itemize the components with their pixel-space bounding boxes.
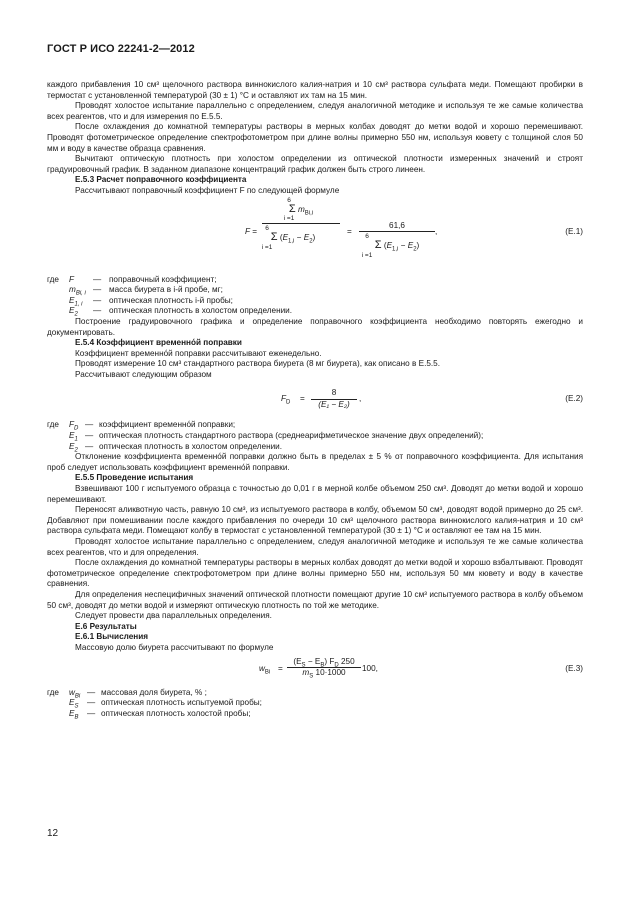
section-heading: Е.6 Результаты [75, 621, 137, 631]
section-heading: Е.5.5 Проведение испытания [75, 473, 194, 483]
paragraph: Коэффициент временно́й поправки рассчитывают еженедельно. [75, 348, 322, 358]
definition-text: поправочный коэффициент; [109, 274, 217, 284]
paragraph: Проводят измерение 10 см³ стандартного раствора биурета (8 мг биурета), как описано в Е.5.5. [75, 359, 441, 369]
paragraph: Рассчитывают следующим образом [75, 369, 212, 379]
fraction-value: 61,6 6 Σ $(E_{1,i} - E_2)$ i =1 [359, 221, 435, 259]
numerator-value: 61,6 [389, 220, 405, 230]
sum-upper: 6 [287, 196, 291, 204]
definition-text: массовая доля биурета, % ; [101, 687, 207, 697]
e2-subscript: 2 [309, 238, 313, 245]
e1-symbol: E [386, 241, 393, 251]
fraction [311, 388, 357, 410]
where-label: где [47, 420, 59, 430]
definition-symbol: $E_{1, i}$ [69, 295, 83, 308]
definition-row: $E_B$ — оптическая плотность холостой пробы; [69, 708, 251, 721]
paragraph: Взвешивают 100 г испытуемого образца с точностью до 0,01 г в мерной колбе объемом 250 см³. Доводят до метки водой и хорошо перемешивают. [47, 484, 583, 504]
definition-text: оптическая плотность холостой пробы; [101, 708, 251, 718]
paragraph: Построение градуировочного графика и определение поправочного коэффициента необходимо повторять ежегодно и документировать. [47, 316, 583, 337]
document-body [47, 80, 583, 719]
definition-text: оптическая плотность стандартного раствора (среднеарифметическое значение двух определений); [99, 431, 484, 441]
definition-symbol: $E_2$ [69, 441, 78, 454]
equation-number: (Е.1) [565, 226, 583, 236]
e1-symbol: E [282, 233, 289, 243]
definition-symbol: F [69, 274, 75, 284]
definition-row: $E_{1, i}$ — оптическая плотность i-й пробы; [69, 295, 233, 308]
definition-text: оптическая плотность i-й пробы; [109, 295, 233, 305]
sum-upper: 6 [365, 233, 369, 241]
fraction-sum: 6 Σ $m_{Bi,i}$ i =1 6 Σ $(E_{1,i} - E_2)$ i =1 [262, 197, 340, 251]
fraction [287, 657, 361, 679]
e2-symbol: E [303, 233, 310, 243]
definitions-list-3 [47, 688, 583, 720]
e1-subscript: 1,i [288, 238, 295, 245]
definition-row: где F — поправочный коэффициент; [47, 274, 217, 284]
numerator: $(E_S - E_B)$ $F_D$ 250 [293, 656, 355, 669]
definition-symbol: $E_S$ [69, 698, 79, 710]
e2-subscript: 2 [413, 246, 417, 253]
formula-e3: $w_{Bi}$ = $(E_S - E_B)$ $F_D$ 250 $m_S$ 10·1000 100, (Е.3) [259, 656, 583, 680]
definition-row: $E_2$ — оптическая плотность в холостом определении. [69, 306, 293, 318]
sigma-symbol: Σ [288, 202, 296, 215]
paragraph: После охлаждения до комнатной температуры растворы в мерных колбах доводят до метки водой и хорошо взбалтывают. Проводят фотометрическое определение спектрофотометром при длине волны примерно 550 нм, используя 50 мм кювету и воду в качестве сравнения. [47, 558, 583, 589]
mass-symbol: m [297, 204, 305, 214]
definition-text: коэффициент временно́й поправки; [99, 420, 236, 430]
definition-symbol: $E_B$ [69, 708, 79, 721]
paragraph: Следует провести два параллельных определения. [75, 611, 272, 621]
equals-sign: = [278, 663, 283, 673]
paragraph: Для определения неспецифичных значений оптической плотности помещают другие 10 см³ испытуемого раствора в колбу объемом 50 см³, доводят до метки водой и измеряют оптическую плотность по той же методике. [47, 589, 583, 610]
paragraph: Переносят аликвотную часть, равную 10 см³, из испытуемого раствора в колбу, объемом 50 см³, доводят водой примерно до 25 см³. Добавляют при помешивании после каждого прибавления по очереди 10 см³ щелочного раствора виннокислого калия-натрия и 10 см³ раствора сульфата меди. Помещают колбу в термостат с установленной температурой (30 ± 1) °С и оставляют ее там на 15 мин. [47, 505, 583, 536]
equals-sign: = [347, 226, 352, 236]
equation-number: (Е.3) [565, 663, 583, 673]
definition-symbol: $E_2$ [69, 306, 78, 318]
equals-sign: = [300, 394, 305, 404]
sigma-symbol: Σ [374, 239, 382, 252]
sum-lower: i =1 [361, 251, 373, 259]
paragraph: После охлаждения до комнатной температуры растворы в мерных колбах доводят до метки водой и хорошо перемешивают. Проводят фотометрическое определение спектрофотометром при длине волны примерно 550 нм, используя кювету с толщиной слоя 50 мм и воду в качестве образца сравнения. [47, 122, 583, 153]
paragraph: Рассчитывают поправочный коэффициент F по следующей формуле [75, 185, 340, 195]
numerator: 8 [331, 388, 337, 398]
definition-row: $E_2$ — оптическая плотность в холостом определении. [69, 441, 283, 454]
definition-row: $m_{Bi, i}$ — масса биурета в i-й пробе, мг; [69, 285, 223, 297]
section-heading: Е.6.1 Вычисления [75, 632, 149, 642]
formula-lhs: F = [245, 226, 257, 236]
definition-text: оптическая плотность в холостом определении. [99, 441, 283, 451]
paragraph: каждого прибавления 10 см³ щелочного раствора виннокислого калия-натрия и 10 см³ раствора сульфата меди. Помещают пробирки в термостат с установленной температурой (30 ± 1) °С и оставляют их там на 15 мин. [47, 80, 583, 100]
equation-number: (Е.2) [565, 394, 583, 404]
fraction-bar [359, 231, 435, 232]
paragraph: Вычитают оптическую плотность при холостом определении из оптической плотности измеренных значений и строят градуировочный график. В заданном диапазоне концентраций график должен быть строго линеен. [47, 154, 583, 174]
denominator: $m_S$ 10·1000 [302, 668, 346, 680]
definition-row: где $w_{Bi}$ — массовая доля биурета, % ; [47, 687, 207, 700]
paragraph: Отклонение коэффициента временно́й поправки должно быть в пределах ± 5 % от поправочного коэффициента. Для испытания проб следует использовать коэффициент временно́й поправки. [47, 452, 583, 472]
formula-lhs: $w_{Bi}$ [259, 663, 271, 676]
definition-row: $E_S$ — оптическая плотность испытуемой пробы; [69, 698, 262, 710]
denominator: (E₁ − E₂) [318, 400, 350, 410]
paragraph: Проводят холостое испытание параллельно с определением, следуя аналогичной методике и используя те же самые количества всех реагентов, что и для определения. [47, 537, 583, 557]
mass-subscript: Bi,i [304, 210, 314, 217]
sum-lower: i =1 [283, 215, 295, 223]
definition-symbol: $w_{Bi}$ [69, 687, 81, 700]
definitions-list-2 [47, 420, 583, 452]
formula-e2: $F_D$ = 8 (E₁ − E₂) , (Е.2) [281, 388, 583, 410]
sum-upper: 6 [265, 225, 269, 233]
where-label: где [47, 274, 59, 284]
definition-row: $E_1$ — оптическая плотность стандартного раствора (среднеарифметическое значение двух определений); [69, 431, 484, 443]
definition-symbol: $E_1$ [69, 431, 78, 443]
definition-symbol: $F_D$ [69, 420, 79, 433]
page-number: 12 [47, 828, 59, 839]
definition-text: масса биурета в i-й пробе, мг; [109, 285, 223, 295]
paragraph: Массовую долю биурета рассчитывают по формуле [75, 642, 274, 652]
fraction-bar [262, 223, 340, 224]
document-header: ГОСТ Р ИСО 22241-2—2012 [47, 43, 195, 55]
formula-e1: F = 6 Σ $m_{Bi,i}$ i =1 6 Σ $(E_{1,i} - E_2)$ i =1 = 61,6 6 Σ $(E_{1,i} - E_2)$ i =1 , (Е.1) [47, 197, 583, 267]
definition-text: оптическая плотность в холостом определении. [109, 306, 293, 316]
sum-lower: i =1 [261, 243, 273, 251]
formula-lhs: $F_D$ [281, 394, 291, 407]
definition-text: оптическая плотность испытуемой пробы; [101, 698, 262, 708]
paragraph: Проводят холостое испытание параллельно с определением, следуя аналогичной методике и используя те же самые количества всех реагентов, что и для измерения по Е.5.5. [47, 101, 583, 121]
section-heading: Е.5.4 Коэффициент временно́й поправки [75, 338, 242, 348]
section-heading: Е.5.3 Расчет поправочного коэффициента [75, 175, 247, 185]
definitions-list-1 [47, 275, 583, 317]
sigma-symbol: Σ [270, 231, 278, 244]
where-label: где [47, 687, 59, 697]
definition-row: где $F_D$ — коэффициент временно́й поправки; [47, 420, 236, 433]
e2-symbol: E [407, 241, 414, 251]
definition-symbol: $m_{Bi, i}$ [69, 285, 86, 297]
e1-subscript: 1,i [392, 246, 399, 253]
